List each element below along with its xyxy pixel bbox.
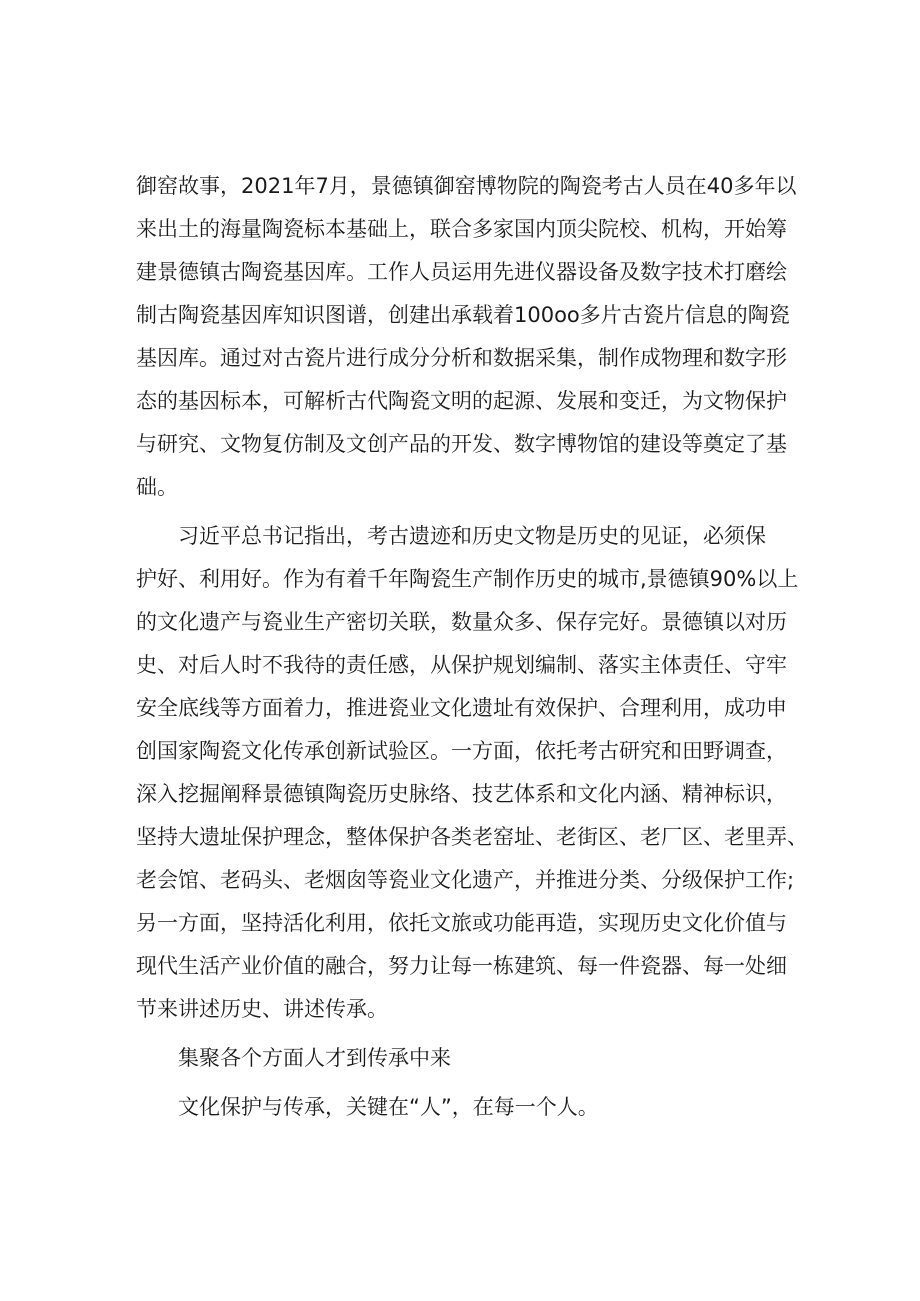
paragraph-1-line: 基因库。通过对古瓷片进行成分分析和数据采集，制作成物理和数字形	[136, 346, 787, 370]
paragraph-1-line: 来出土的海量陶瓷标本基础上，联合多家国内顶尖院校、机构，开始筹	[136, 217, 787, 241]
paragraph-2-line: 老会馆、老码头、老烟囱等瓷业文化遗产，并推进分类、分级保护工作;	[136, 868, 795, 892]
paragraph-1-line: 础。	[136, 475, 178, 499]
paragraph-2-line: 坚持大遗址保护理念，整体保护各类老窑址、老街区、老厂区、老里弄、	[136, 825, 808, 849]
paragraph-2-line: 护好、利用好。作为有着千年陶瓷生产制作历史的城市,景德镇90%以上	[136, 567, 799, 591]
paragraph-2-line: 安全底线等方面着力，推进瓷业文化遗址有效保护、合理利用，成功申	[136, 696, 787, 720]
paragraph-1-line: 御窑故事，2021年7月，景德镇御窑博物院的陶瓷考古人员在40多年以	[136, 174, 797, 198]
paragraph-2-line: 习近平总书记指出，考古遗迹和历史文物是历史的见证，必须保	[178, 524, 766, 548]
paragraph-1-line: 态的基因标本，可解析古代陶瓷文明的起源、发展和变迁，为文物保护	[136, 389, 787, 413]
paragraph-2-line: 创国家陶瓷文化传承创新试验区。一方面，依托考古研究和田野调查，	[136, 739, 787, 763]
section-heading: 集聚各个方面人才到传承中来	[178, 1046, 451, 1070]
paragraph-2-line: 节来讲述历史、讲述传承。	[136, 997, 388, 1021]
paragraph-2-line: 现代生活产业价值的融合，努力让每一栋建筑、每一件瓷器、每一处细	[136, 954, 787, 978]
paragraph-2-line: 史、对后人时不我待的责任感，从保护规划编制、落实主体责任、守牢	[136, 653, 787, 677]
paragraph-1-line: 制古陶瓷基因库知识图谱，创建出承载着100oo多片古瓷片信息的陶瓷	[136, 303, 790, 327]
paragraph-2-line: 另一方面，坚持活化利用，依托文旅或功能再造，实现历史文化价值与	[136, 911, 787, 935]
paragraph-1-line: 与研究、文物复仿制及文创产品的开发、数字博物馆的建设等奠定了基	[136, 432, 787, 456]
paragraph-3-line: 文化保护与传承，关键在“人”，在每一个人。	[178, 1095, 599, 1119]
paragraph-2-line: 的文化遗产与瓷业生产密切关联，数量众多、保存完好。景德镇以对历	[136, 610, 787, 634]
paragraph-1-line: 建景德镇古陶瓷基因库。工作人员运用先进仪器设备及数字技术打磨绘	[136, 260, 787, 284]
paragraph-2-line: 深入挖掘阐释景德镇陶瓷历史脉络、技艺体系和文化内涵、精神标识，	[136, 782, 787, 806]
